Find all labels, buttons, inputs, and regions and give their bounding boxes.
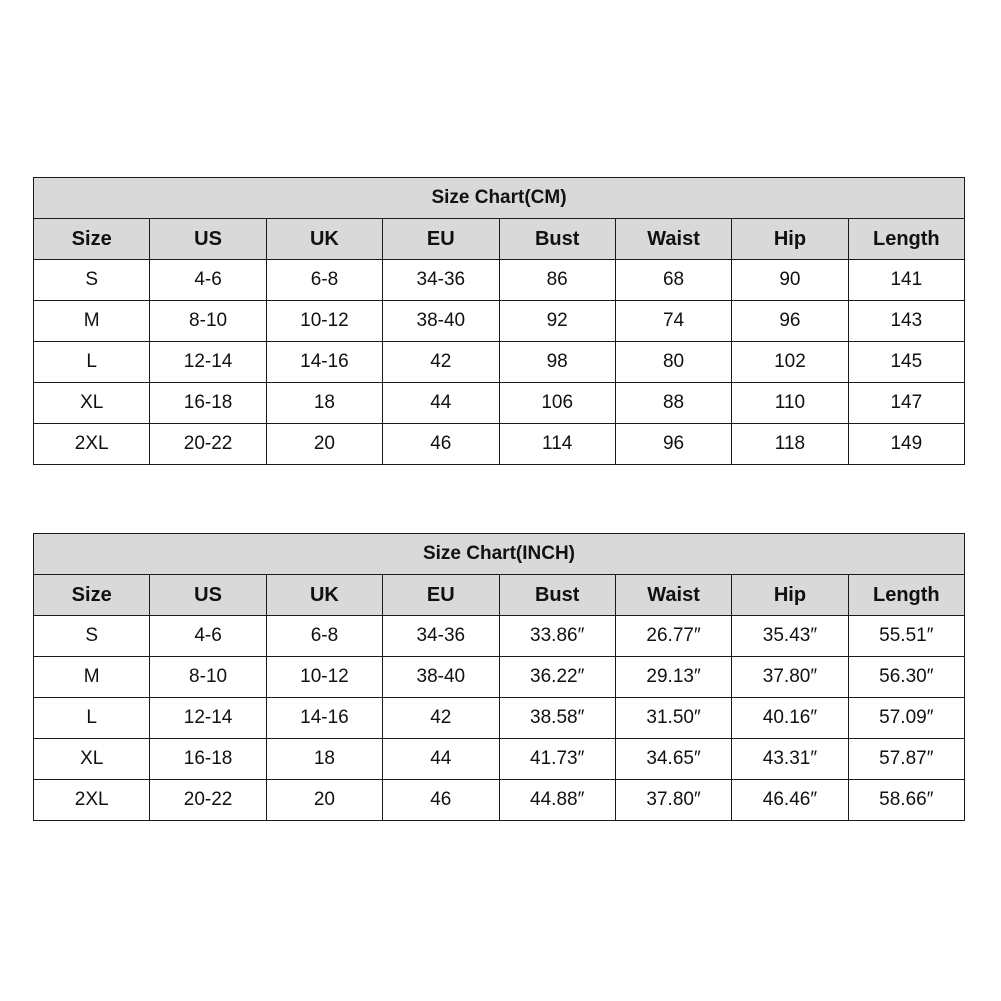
table-title: Size Chart(CM): [34, 178, 965, 219]
cell-hip: 35.43″: [732, 616, 848, 657]
cell-bust: 33.86″: [499, 616, 615, 657]
cell-eu: 42: [383, 698, 499, 739]
cell-size: XL: [34, 739, 150, 780]
cell-waist: 29.13″: [615, 657, 731, 698]
table-row: [34, 780, 965, 821]
cell-uk: 6-8: [266, 260, 382, 301]
cell-length: 149: [848, 424, 964, 465]
column-header-bust: Bust: [499, 575, 615, 616]
cell-hip: 43.31″: [732, 739, 848, 780]
cell-bust: 36.22″: [499, 657, 615, 698]
cell-uk: 10-12: [266, 301, 382, 342]
cell-waist: 37.80″: [615, 780, 731, 821]
cell-waist: 68: [615, 260, 731, 301]
column-header-uk: UK: [266, 575, 382, 616]
cell-us: 4-6: [150, 260, 266, 301]
cell-size: XL: [34, 383, 150, 424]
cell-us: 12-14: [150, 698, 266, 739]
cell-uk: 14-16: [266, 698, 382, 739]
cell-waist: 96: [615, 424, 731, 465]
cell-eu: 38-40: [383, 301, 499, 342]
cell-bust: 41.73″: [499, 739, 615, 780]
cell-size: L: [34, 698, 150, 739]
cell-length: 56.30″: [848, 657, 964, 698]
cell-length: 145: [848, 342, 964, 383]
cell-hip: 96: [732, 301, 848, 342]
cell-us: 20-22: [150, 424, 266, 465]
column-header-length: Length: [848, 219, 964, 260]
cell-waist: 34.65″: [615, 739, 731, 780]
cell-length: 143: [848, 301, 964, 342]
cell-length: 147: [848, 383, 964, 424]
cell-uk: 18: [266, 739, 382, 780]
table-row: [34, 657, 965, 698]
cell-bust: 114: [499, 424, 615, 465]
cell-us: 4-6: [150, 616, 266, 657]
title-row: [34, 178, 965, 219]
cell-bust: 38.58″: [499, 698, 615, 739]
column-header-eu: EU: [383, 575, 499, 616]
cell-us: 16-18: [150, 739, 266, 780]
cell-uk: 6-8: [266, 616, 382, 657]
cell-eu: 46: [383, 424, 499, 465]
cell-size: M: [34, 301, 150, 342]
table-row: [34, 301, 965, 342]
header-row: [34, 575, 965, 616]
column-header-eu: EU: [383, 219, 499, 260]
cell-bust: 86: [499, 260, 615, 301]
size-chart-cm-table: [33, 177, 965, 465]
table-row: [34, 616, 965, 657]
column-header-us: US: [150, 575, 266, 616]
cell-length: 57.87″: [848, 739, 964, 780]
cell-eu: 46: [383, 780, 499, 821]
cell-us: 8-10: [150, 657, 266, 698]
cell-uk: 20: [266, 780, 382, 821]
size-chart-inch-table: [33, 533, 965, 821]
cell-length: 55.51″: [848, 616, 964, 657]
column-header-waist: Waist: [615, 575, 731, 616]
cell-eu: 38-40: [383, 657, 499, 698]
table-row: [34, 698, 965, 739]
cell-hip: 40.16″: [732, 698, 848, 739]
cell-waist: 88: [615, 383, 731, 424]
cell-hip: 46.46″: [732, 780, 848, 821]
cell-uk: 18: [266, 383, 382, 424]
table-row: [34, 383, 965, 424]
cell-size: 2XL: [34, 780, 150, 821]
column-header-bust: Bust: [499, 219, 615, 260]
cell-us: 16-18: [150, 383, 266, 424]
table-row: [34, 342, 965, 383]
cell-eu: 42: [383, 342, 499, 383]
column-header-hip: Hip: [732, 575, 848, 616]
cell-us: 20-22: [150, 780, 266, 821]
cell-length: 57.09″: [848, 698, 964, 739]
cell-eu: 44: [383, 739, 499, 780]
cell-us: 12-14: [150, 342, 266, 383]
column-header-uk: UK: [266, 219, 382, 260]
cell-waist: 26.77″: [615, 616, 731, 657]
cell-eu: 44: [383, 383, 499, 424]
table-title: Size Chart(INCH): [34, 534, 965, 575]
column-header-us: US: [150, 219, 266, 260]
cell-hip: 90: [732, 260, 848, 301]
cell-hip: 110: [732, 383, 848, 424]
cell-size: L: [34, 342, 150, 383]
cell-hip: 102: [732, 342, 848, 383]
column-header-size: Size: [34, 575, 150, 616]
cell-eu: 34-36: [383, 260, 499, 301]
cell-uk: 14-16: [266, 342, 382, 383]
column-header-waist: Waist: [615, 219, 731, 260]
cell-eu: 34-36: [383, 616, 499, 657]
table-row: [34, 260, 965, 301]
table-row: [34, 739, 965, 780]
column-header-length: Length: [848, 575, 964, 616]
title-row: [34, 534, 965, 575]
cell-bust: 44.88″: [499, 780, 615, 821]
cell-hip: 37.80″: [732, 657, 848, 698]
cell-uk: 20: [266, 424, 382, 465]
cell-hip: 118: [732, 424, 848, 465]
cell-uk: 10-12: [266, 657, 382, 698]
header-row: [34, 219, 965, 260]
cell-bust: 106: [499, 383, 615, 424]
table-row: [34, 424, 965, 465]
cell-length: 58.66″: [848, 780, 964, 821]
cell-waist: 31.50″: [615, 698, 731, 739]
cell-size: 2XL: [34, 424, 150, 465]
cell-length: 141: [848, 260, 964, 301]
cell-us: 8-10: [150, 301, 266, 342]
cell-size: S: [34, 616, 150, 657]
column-header-size: Size: [34, 219, 150, 260]
cell-bust: 98: [499, 342, 615, 383]
cell-size: S: [34, 260, 150, 301]
cell-bust: 92: [499, 301, 615, 342]
cell-size: M: [34, 657, 150, 698]
cell-waist: 74: [615, 301, 731, 342]
cell-waist: 80: [615, 342, 731, 383]
column-header-hip: Hip: [732, 219, 848, 260]
